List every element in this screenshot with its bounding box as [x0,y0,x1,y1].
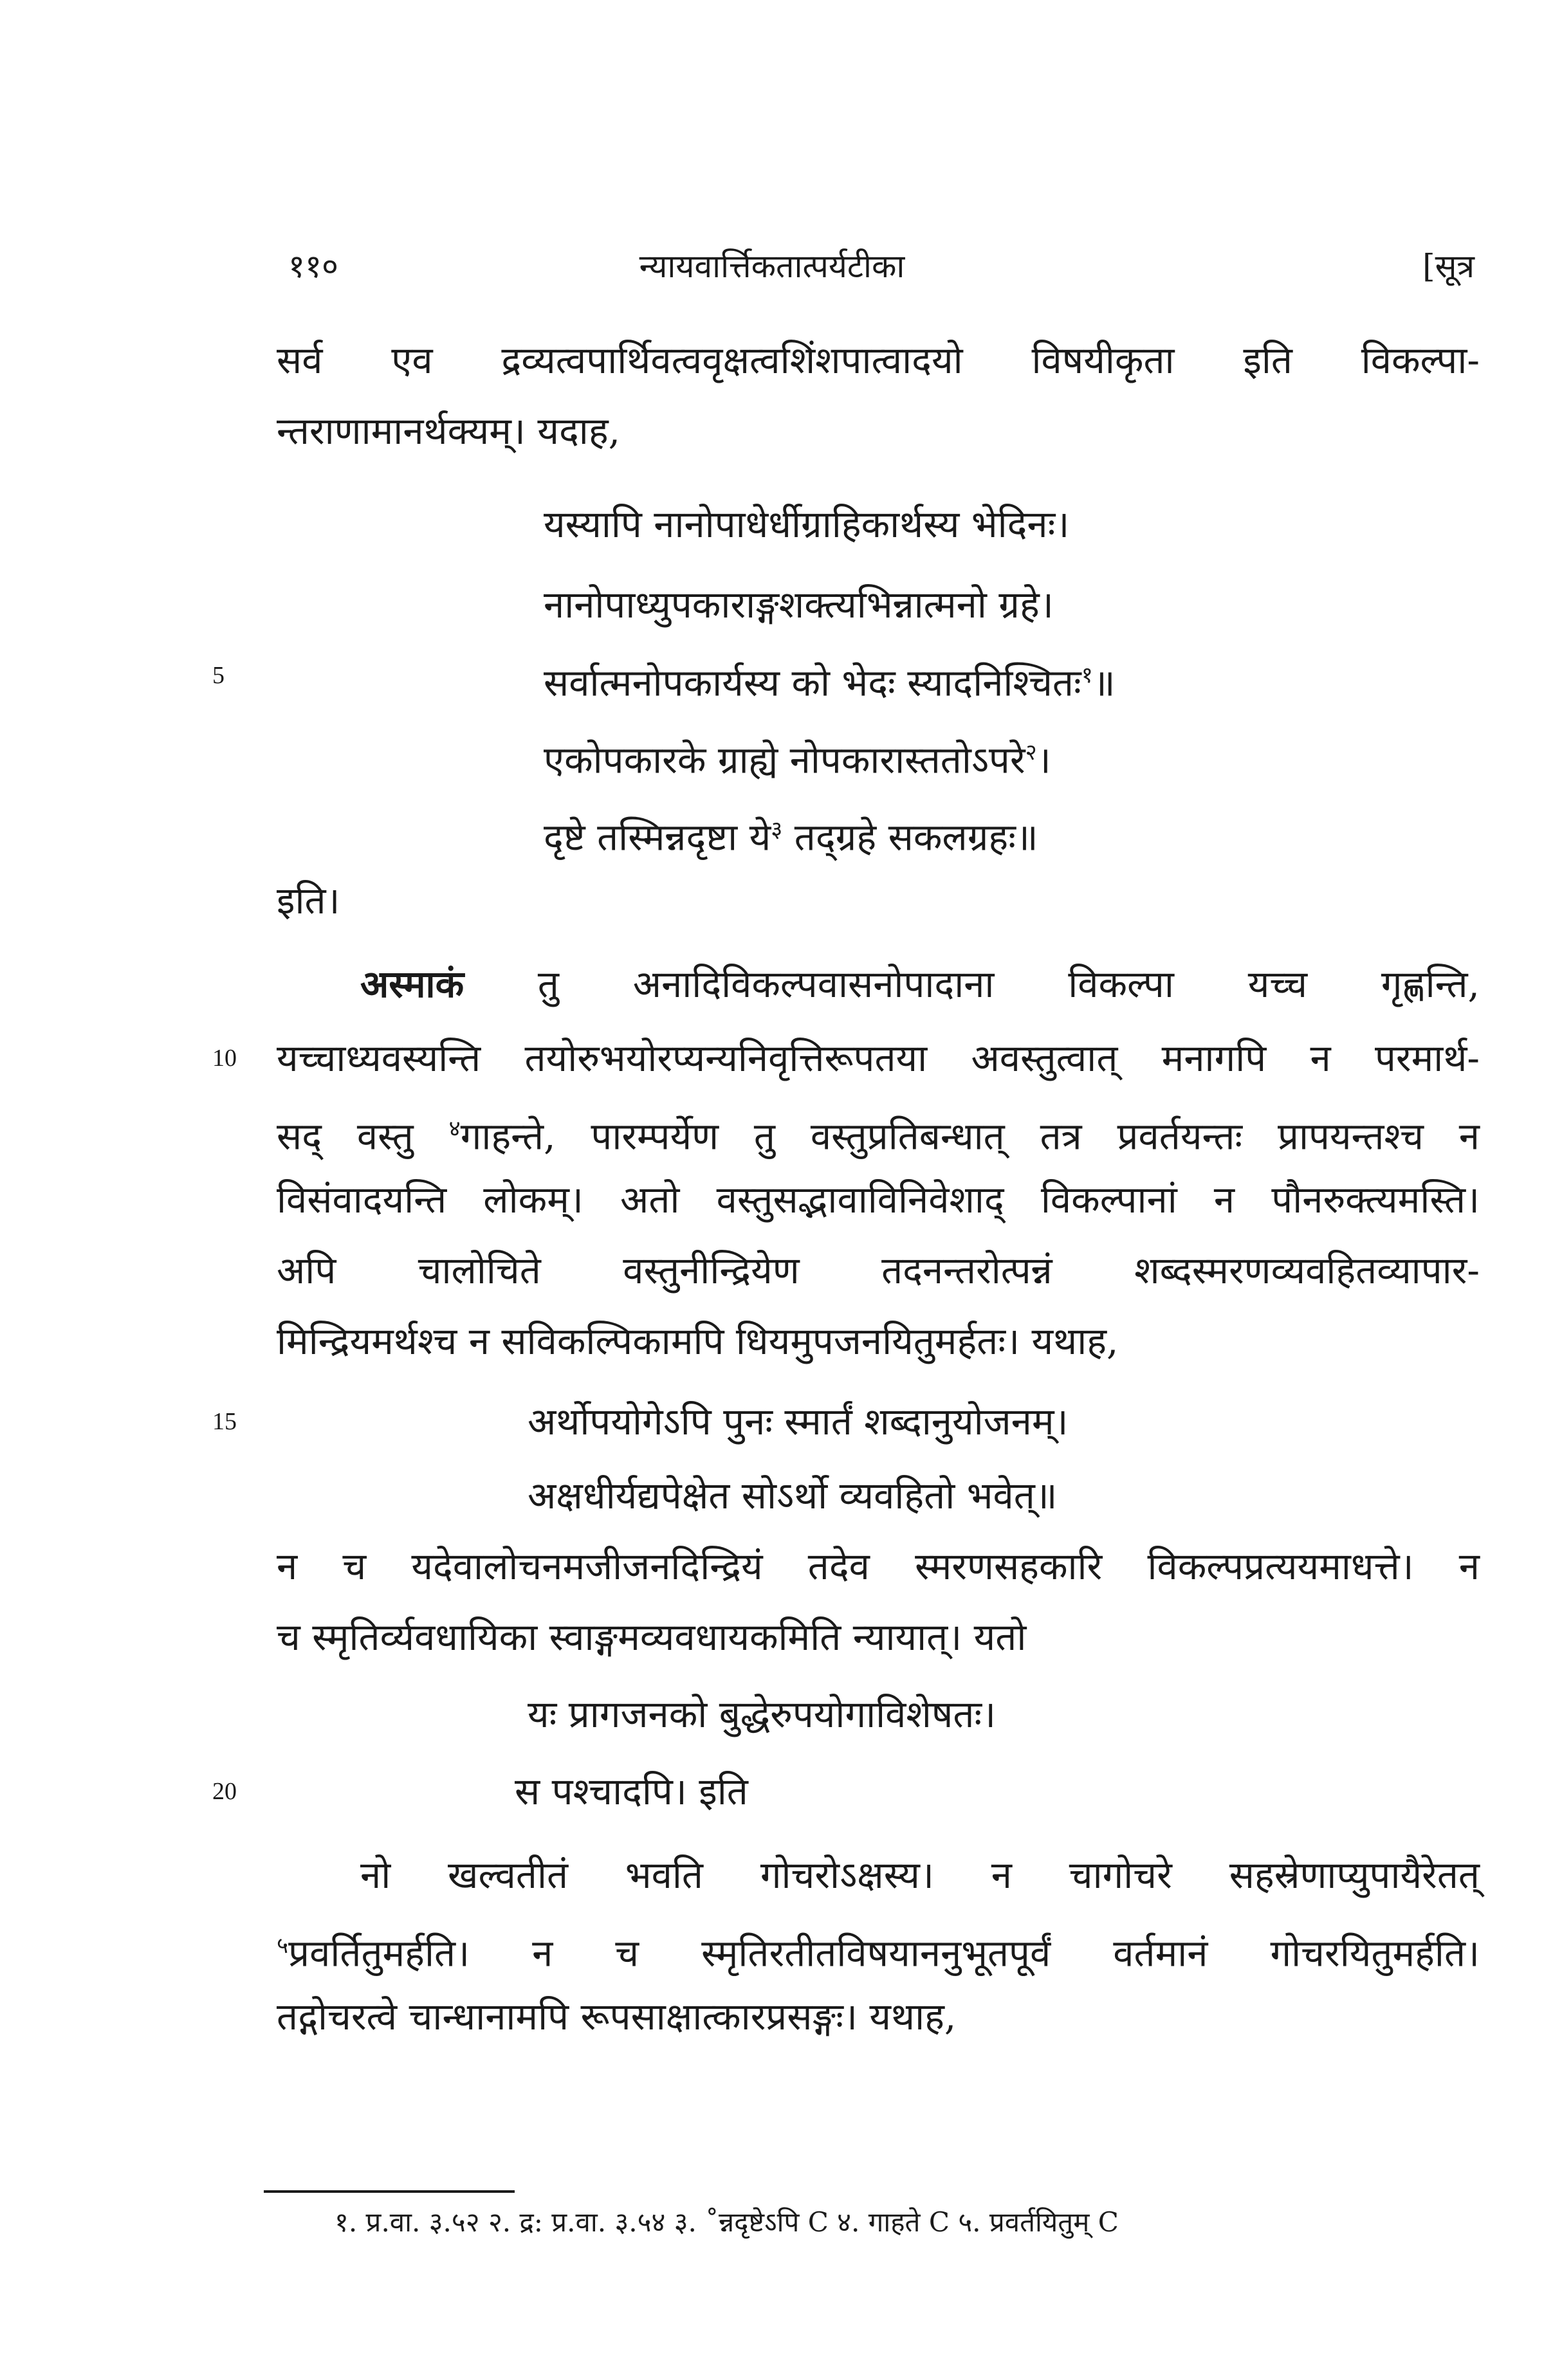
running-header [0,243,1544,295]
footnote-marker: १ [1081,663,1093,688]
footnotes: १. प्र.वा. ३.५२ २. द्र: प्र.वा. ३.५४ ३. ˚न्नदृष्टेऽपि C ४. गाहते C ५. प्रवर्तयितुम् C [335,2206,1119,2238]
text-line: तद्गोचरत्वे चान्धानामपि रूपसाक्षात्कारप्रसङ्गः। यथाह, [277,1995,957,2038]
line-number: 20 [212,1778,237,1805]
section-label: [सूत्र [1422,248,1475,285]
verse-line: स पश्चादपि। इति [515,1770,748,1813]
verse-line: एकोपकारके ग्राह्ये नोपकारास्ततोऽपरे$^२$। [544,738,1051,782]
verse-line: यस्यापि नानोपाधेर्धीग्राहिकार्थस्य भेदिनः। [544,502,1070,546]
verse-line: यः प्रागजनको बुद्धेरुपयोगाविशेषतः। [528,1692,997,1736]
footnote-marker: ५ [277,1933,289,1959]
footnote-rule [264,2190,515,2193]
line-number: 10 [212,1045,237,1072]
text-line: सद् वस्तु $^४$गाहन्ते, पारम्पर्येण तु वस्तुप्रतिबन्धात् तत्र प्रवर्तयन्तः प्रापयन्तश्च न [277,1114,1480,1158]
page-number: ११० [288,248,338,285]
text-line: मिन्द्रियमर्थश्च न सविकल्पिकामपि धियमुपजनयितुमर्हतः। यथाह, [277,1319,1119,1363]
emphasis-word: अस्माकं [360,962,464,1006]
verse-line: दृष्टे तस्मिन्नदृष्टा ये$^३$ तद्ग्रहे सकलग्रहः॥ [544,815,1038,859]
text-line: सर्व एव द्रव्यत्वपार्थिवत्ववृक्षत्वशिंशपात्वादयो विषयीकृता इति विकल्पा- [277,338,1480,382]
text-line: यच्चाध्यवस्यन्ति तयोरुभयोरप्यन्यनिवृत्तिरूपतया अवस्तुत्वात् मनागपि न परमार्थ- [277,1036,1480,1080]
line-number: 5 [212,662,225,689]
text-line: इति। [277,879,340,922]
verse-line: नानोपाध्युपकाराङ्गशक्त्यभिन्नात्मनो ग्रहे। [544,583,1054,627]
line-number: 15 [212,1408,237,1435]
text-line: विसंवादयन्ति लोकम्। अतो वस्तुसद्भावाविनिवेशाद् विकल्पानां न पौनरुक्त्यमस्ति। [277,1178,1480,1222]
text-line: $^५$प्रवर्तितुमर्हति। न च स्मृतिरतीतविषयाननुभूतपूर्वं वर्तमानं गोचरयितुमर्हति। [277,1931,1480,1975]
text-line: न्तराणामानर्थक्यम्। यदाह, [277,409,621,453]
footnote-marker: ४ [448,1116,461,1142]
verse-line: अर्थोपयोगेऽपि पुनः स्मार्तं शब्दानुयोजनम्। [528,1400,1069,1443]
text-line: च स्मृतिर्व्यवधायिका स्वाङ्गमव्यवधायकमिति न्यायात्। यतो [277,1615,1027,1659]
verse-line: अक्षधीर्यद्यपेक्षेत सोऽर्थो व्यवहितो भवेत्॥ [528,1474,1058,1517]
footnote-marker: २ [1025,740,1037,765]
running-title: न्यायवार्त्तिकतात्पर्यटीका [639,248,905,285]
text-line: अपि चालोचिते वस्तुनीन्द्रियेण तदनन्तरोत्पन्नं शब्दस्मरणव्यवहितव्यापार- [277,1249,1480,1292]
verse-line: सर्वात्मनोपकार्यस्य को भेदः स्यादनिश्चितः$^१$॥ [544,661,1116,705]
text-line: नो खल्वतीतं भवति गोचरोऽक्षस्य। न चागोचरे सहस्रेणाप्युपायैरेतत् [360,1853,1480,1897]
footnote-marker: ३ [771,817,783,843]
text-line: न च यदेवालोचनमजीजनदिन्द्रियं तदेव स्मरणसहकारि विकल्पप्रत्ययमाधत्ते। न [277,1544,1480,1588]
text-line: अस्माकं तु अनादिविकल्पवासनोपादाना विकल्पा यच्च गृह्णन्ति, [360,962,1480,1006]
